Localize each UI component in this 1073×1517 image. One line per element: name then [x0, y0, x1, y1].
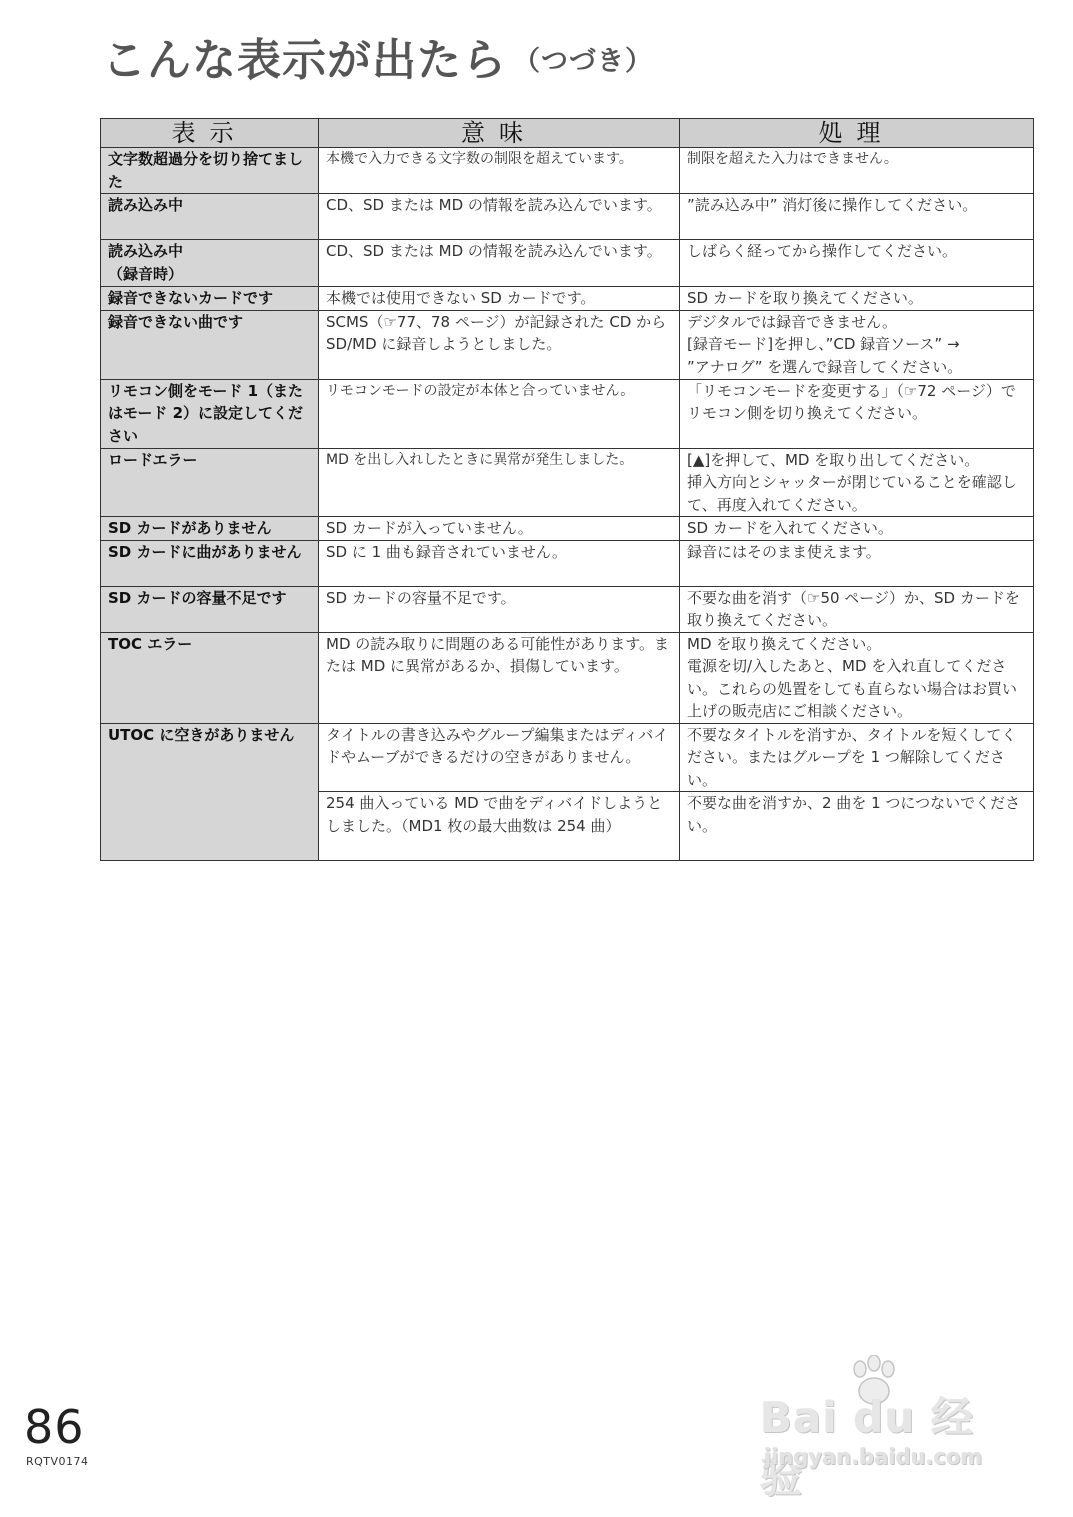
action-cell: 不要な曲を消す（☞50 ページ）か、SD カードを取り換えてください。: [680, 586, 1034, 632]
meaning-cell: MD を出し入れしたときに異常が発生しました。: [319, 448, 680, 517]
meaning-cell: SD カードの容量不足です。: [319, 586, 680, 632]
display-cell: SD カードの容量不足です: [101, 586, 319, 632]
display-cell: 文字数超過分を切り捨てました: [101, 148, 319, 194]
table-row: [101, 287, 1034, 311]
meaning-cell: 254 曲入っている MD で曲をディバイドしようとしました。（MD1 枚の最大曲数は 254 曲）: [319, 792, 680, 861]
table-row: [101, 194, 1034, 240]
meaning-cell: リモコンモードの設定が本体と合っていません。: [319, 379, 680, 448]
table-row: [101, 723, 1034, 792]
table-row: [101, 148, 1034, 194]
table-header-row: [101, 119, 1034, 148]
action-cell: デジタルでは録音できません。 [録音モード]を押し、”CD 録音ソース” → ”アナログ” を選んで録音してください。: [680, 310, 1034, 379]
document-code: RQTV0174: [26, 1455, 89, 1468]
action-cell: 不要な曲を消すか、2 曲を 1 つにつないでください。: [680, 792, 1034, 861]
table-row: [101, 632, 1034, 723]
action-cell: 不要なタイトルを消すか、タイトルを短くしてください。またはグループを 1 つ解除してください。: [680, 723, 1034, 792]
display-cell: SD カードに曲がありません: [101, 540, 319, 586]
action-cell: [▲]を押して、MD を取り出してください。 挿入方向とシャッターが閉じていることを確認して、再度入れてください。: [680, 448, 1034, 517]
header-action: 処理: [680, 119, 1034, 148]
action-cell: 録音にはそのまま使えます。: [680, 540, 1034, 586]
table-row: [101, 379, 1034, 448]
header-meaning: 意味: [319, 119, 680, 148]
meaning-cell: CD、SD または MD の情報を読み込んでいます。: [319, 240, 680, 287]
display-cell: 読み込み中 （録音時）: [101, 240, 319, 287]
meaning-cell: SD カードが入っていません。: [319, 517, 680, 541]
message-table: [100, 118, 1034, 861]
table-row: [101, 310, 1034, 379]
action-cell: SD カードを取り換えてください。: [680, 287, 1034, 311]
meaning-cell: 本機で入力できる文字数の制限を超えています。: [319, 148, 680, 194]
page-title-main: こんな表示が出たら: [102, 35, 507, 86]
display-cell: リモコン側をモード 1（またはモード 2）に設定してください: [101, 379, 319, 448]
display-cell: 録音できない曲です: [101, 310, 319, 379]
page-number: 86: [24, 1400, 85, 1454]
meaning-cell: MD の読み取りに問題のある可能性があります。または MD に異常があるか、損傷しています。: [319, 632, 680, 723]
baidu-watermark: [760, 1355, 1020, 1502]
watermark-url: jingyan.baidu.com: [764, 1445, 983, 1469]
action-cell: 制限を超えた入力はできません。: [680, 148, 1034, 194]
table-row: [101, 517, 1034, 541]
action-cell: ”読み込み中” 消灯後に操作してください。: [680, 194, 1034, 240]
page-title-sub: （つづき）: [513, 46, 653, 77]
display-cell: UTOC に空きがありません: [101, 723, 319, 861]
table-row: [101, 448, 1034, 517]
header-display: 表示: [101, 119, 319, 148]
action-cell: しばらく経ってから操作してください。: [680, 240, 1034, 287]
watermark-brand: Bai du 经验: [760, 1393, 974, 1502]
display-cell: 読み込み中: [101, 194, 319, 240]
display-cell: SD カードがありません: [101, 517, 319, 541]
table-row: [101, 540, 1034, 586]
table-row: [101, 586, 1034, 632]
display-cell: ロードエラー: [101, 448, 319, 517]
meaning-cell: CD、SD または MD の情報を読み込んでいます。: [319, 194, 680, 240]
table-row: [101, 240, 1034, 287]
action-cell: MD を取り換えてください。 電源を切/入したあと、MD を入れ直してください。これらの処置をしても直らない場合はお買い上げの販売店にご相談ください。: [680, 632, 1034, 723]
display-cell: 録音できないカードです: [101, 287, 319, 311]
action-cell: SD カードを入れてください。: [680, 517, 1034, 541]
meaning-cell: SCMS（☞77、78 ページ）が記録された CD から SD/MD に録音しようとしました。: [319, 310, 680, 379]
action-cell: 「リモコンモードを変更する」（☞72 ページ）でリモコン側を切り換えてください。: [680, 379, 1034, 448]
meaning-cell: SD に 1 曲も録音されていません。: [319, 540, 680, 586]
display-cell: TOC エラー: [101, 632, 319, 723]
meaning-cell: タイトルの書き込みやグループ編集またはディバイドやムーブができるだけの空きがありません。: [319, 723, 680, 792]
meaning-cell: 本機では使用できない SD カードです。: [319, 287, 680, 311]
page-title: [102, 24, 653, 88]
